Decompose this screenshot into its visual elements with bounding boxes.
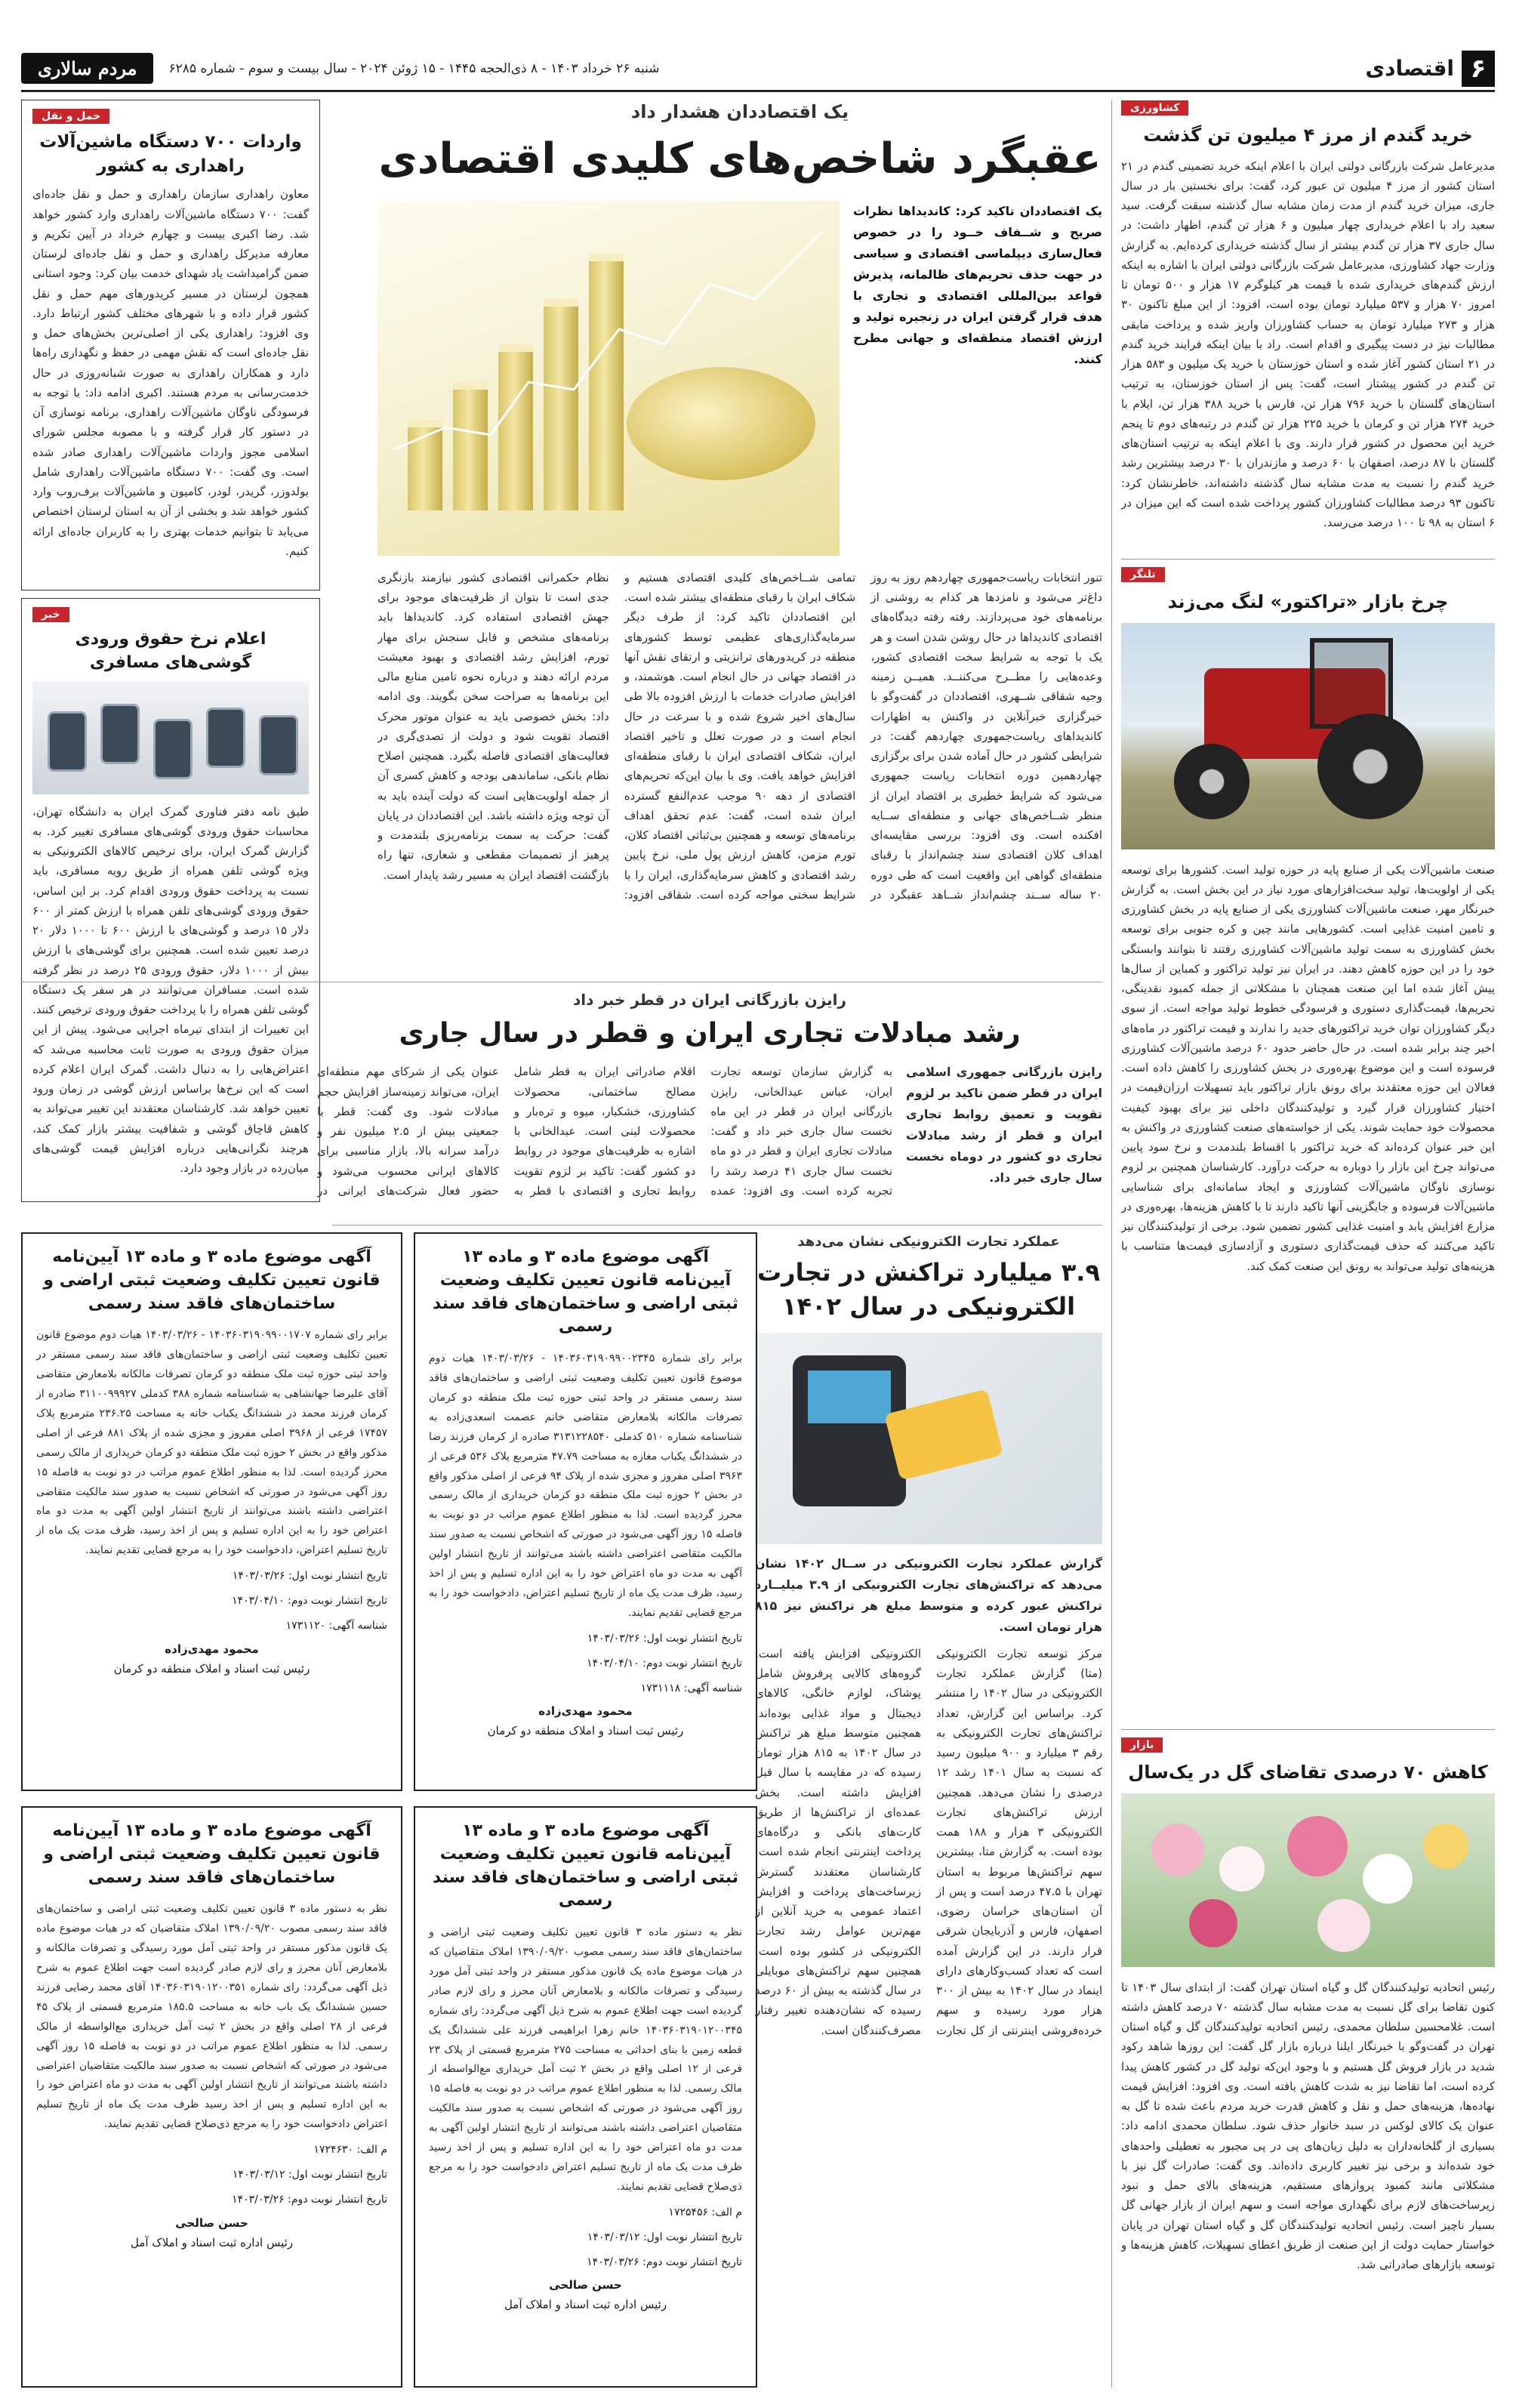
phones-kicker: خبر — [32, 607, 69, 622]
ad-date-1: تاریخ انتشار نوبت اول: ۱۴۰۳/۰۳/۲۶ — [232, 1570, 387, 1583]
phones-photo — [32, 681, 309, 794]
section-title: اقتصادی — [1365, 56, 1454, 81]
ad-date-1: تاریخ انتشار نوبت اول: ۱۴۰۳/۰۳/۱۲ — [232, 2169, 387, 2181]
ad-body: برابر رای شماره ۱۴۰۳۶۰۳۱۹۰۹۹۰۰۱۷۰۷ - ۱۴۰۳/۰۳/۲۶ هیات دوم موضوع قانون تعیین تکلیف وضعیت ثبتی اراضی و ساختمان‌های فاقد سند رسمی مستقر در واحد ثبتی حوزه ثبت ملک منطقه دو کرمان تصرفات مالکانه بلامعارض متقاضی آقای علیرضا جهانشاهی به شناسنامه شماره ۳۸۸ کدملی ۳۱۱۰۰۹۹۹۲۷ صادره از کرمان فرزند محمد در ششدانگ یکباب خانه به مساحت ۲۳۶.۲۵ مترمربع پلاک ۱۷۴۵۷ فرعی از ۳۹۶۸ اصلی مفروز و مجزی شده از پلاک ۸۸۱ فرعی از اصلی مذکور واقع در بخش ۲ حوزه ثبت ملک منطقه دو کرمان خریداری از مالک رسمی محرز گردیده است. لذا به منظور اطلاع عموم مراتب در دو نوبت به فاصله ۱۵ روز آگهی می‌شود در صورتی که اشخاص نسبت به صدور سند مالکیت متقاضی اعتراضی داشته باشند می‌توانند از تاریخ انتشار اولین آگهی به مدت دو ماه اعتراض خود را به این اداره تسلیم و پس از اخذ رسید، ظرف مدت یک ماه از تاریخ تسلیم اعتراض، دادخواست خود را به مرجع قضایی تقدیم نمایند. — [36, 1329, 388, 1557]
machinery-body: معاون راهداری سازمان راهداری و حمل و نقل جاده‌ای گفت: ۷۰۰ دستگاه ماشین‌آلات راهداری وارد کشور خواهد شد. رضا اکبری بیست و چهارم خرداد در آیین تکریم و معارفه مدیرکل راهداری و حمل و نقل جاده‌ای لرستان ضمن گرامیداشت یاد شهدای خدمت بیان کرد: وجود استانی همچون لرستان در مسیر کریدورهای مهم حمل و نقل کشور قرار داده و با شهرهای مختلف کشور ارتباط دارد. وی افزود: راهداری یکی از اصلی‌ترین بخش‌های حمل و نقل جاده‌ای است که نقش مهمی در حفظ و نگهداری راه‌ها دارد و همکاران راهداری به صورت شبانه‌روزی در حال خدمت‌رسانی به مردم هستند. اکبری ادامه داد: با توجه به فرسودگی ناوگان ماشین‌آلات راهداری، برنامه نوسازی آن در دستور کار قرار گرفته و با مصوبه مجلس شورای اسلامی مجوز واردات ماشین‌آلات راهداری صادر شده است. وی گفت: ۷۰۰ دستگاه ماشین‌آلات راهداری شامل بولدوزر، گریدر، لودر، کامیون و ماشین‌آلات برف‌روب وارد کشور خواهد شد و بخشی از آن به استان لرستان اختصاص می‌یابد تا بتوانیم خدمات بهتری را به کاربران جاده‌ای ارائه کنیم. — [32, 187, 309, 558]
ad-body: برابر رای شماره ۱۴۰۳۶۰۳۱۹۰۹۹۰۰۲۳۴۵ - ۱۴۰۳/۰۳/۲۶ هیات دوم موضوع قانون تعیین تکلیف وضعیت ثبتی اراضی و ساختمان‌های فاقد سند رسمی مستقر در واحد ثبتی حوزه ثبت ملک منطقه دو کرمان تصرفات مالکانه بلامعارض متقاضی خانم عصمت اسعدی‌زاده به شناسنامه شماره ۵۱۰ کدملی ۳۱۳۱۲۲۸۵۴۰ صادره از کرمان فرزند رضا در ششدانگ یکباب مغازه به مساحت ۴۷.۷۹ مترمربع پلاک ۵۳۶ فرعی از ۳۹۶۳ اصلی مفروز و مجزی شده از پلاک ۹۴ فرعی از اصلی مذکور واقع در بخش ۲ حوزه ثبت ملک منطقه دو کرمان خریداری از مالک رسمی محرز گردیده است. لذا به منظور اطلاع عموم مراتب در دو نوبت به فاصله ۱۵ روز آگهی می‌شود در صورتی که اشخاص نسبت به صدور سند مالکیت متقاضی اعتراضی داشته باشند می‌توانند از تاریخ انتشار اولین آگهی به مدت دو ماه اعتراض خود را به این اداره تسلیم و پس از اخذ رسید، ظرف مدت یک ماه از تاریخ تسلیم اعتراض، دادخواست خود را به مرجع قضایی تقدیم نمایند. — [429, 1352, 743, 1619]
tractor-rear-wheel — [1317, 714, 1423, 819]
wheat-kicker: کشاورزی — [1121, 100, 1188, 116]
lead-body: تنور انتخابات ریاست‌جمهوری چهاردهم روز به روز داغ‌تر می‌شود و نامزدها هر کدام به روشنی از برنامه‌های خود می‌پردازند. رفته رفته دیدگاه‌های اقتصادی کاندیداها در حال روشن شدن است و هر یک با توجه به شرایط سخت اقتصادی کشور، وعده‌هایی را مطــرح می‌کننــد. همیــن زمینه وجیه شقاقی شــهری، اقتصاددان در گفت‌وگو با خبرگزاری خبرآنلاین در واکنش به اظهارات کاندیداهای ریاست‌جمهوری چهاردهم گفت: در شرایطی کشور در حال آماده شدن برای برگزاری چهاردهمین دوره انتخابات ریاست جمهوری می‌شود که شرایط خطیری بر اقتصاد ایران از منظر شــاخص‌های جهانی و منطقه‌ای ســایه افکنده است. وی افزود: بررسی مقایسه‌ای اهداف کلان اقتصادی سند چشم‌انداز با رقبای منطقه‌ای گواهی این واقعیت است که طی دوره ۲۰ ساله ســند چشم‌انداز شــاهد عقبگرد در تمامی شــاخص‌های کلیدی اقتصادی هستیم و شکاف ایران با رقبای منطقه‌ای بیشتر شده است. این اقتصاددان تاکید کرد: از طرف دیگر سرمایه‌گذاری‌های عظیمی توسط کشورهای منطقه در کریدورهای ترانزیتی و ارتقای نقش آنها در اقتصاد جهانی در حال انجام است. هوشمند، و افزایش صادرات خدمات با ارزش افزوده بالا طی سال‌های اخیر شروع شده و با سرعت در حال انجام است و در صورت تعلل و تاخیر اقتصاد ایران، شکاف اقتصادی ایران با رقبای منطقه‌ای افزایش خواهد یافت. وی با بیان این‌که تحریم‌های اقتصادی از دهه ۹۰ موجب عدم‌النفع گسترده ایران شده است، گفت: عدم تحقق اهداف برنامه‌های توسعه و همچنین بی‌ثباتی اقتصاد کلان، تورم مزمن، کاهش ارزش پول ملی، نرخ پایین رشد اقتصادی و کاهش سرمایه‌گذاری، ایران را با شرایط سختی مواجه کرده است. شقاقی افزود: نظام حکمرانی اقتصادی کشور نیازمند بازنگری جدی است تا بتوان از ظرفیت‌های موجود برای جهش اقتصادی استفاده کرد. کاندیداها باید برنامه‌های مشخص و قابل سنجش برای مهار تورم، افزایش رشد اقتصادی و بهبود معیشت مردم ارائه دهند و درباره نحوه تامین منابع مالی این برنامه‌ها به صراحت سخن بگویند. وی ادامه داد: بخش خصوصی باید به عنوان موتور محرک اقتصاد تقویت شود و دولت از تصدی‌گری در فعالیت‌های اقتصادی فاصله بگیرد. همچنین اصلاح نظام بانکی، ساماندهی بودجه و کاهش کسری آن از جمله اولویت‌هایی است که دولت آینده باید به آن توجه ویژه داشته باشد. این اقتصاددان در پایان گفت: حرکت به سمت برنامه‌ریزی بلندمدت و پرهیز از تصمیمات مقطعی و شعاری، تنها راه بازگشت اقتصاد ایران به مسیر رشد پایدار است. — [377, 570, 1102, 902]
lead-article — [377, 100, 1102, 968]
legal-ad-2 — [414, 1806, 757, 2388]
flower-shape — [1151, 1824, 1204, 1876]
tractor-article — [1121, 566, 1495, 1722]
flowers-photo — [1121, 1793, 1495, 1967]
ad-title: آگهی موضوع ماده ۳ و ماده ۱۳ آیین‌نامه قانون تعیین تکلیف وضعیت ثبتی اراضی و ساختمان‌های فاقد سند رسمی — [432, 1247, 738, 1337]
wheat-title: خرید گندم از مرز ۴ میلیون تن گذشت — [1143, 125, 1473, 146]
flowers-title: کاهش ۷۰ درصدی تقاضای گل در یک‌سال — [1128, 1762, 1488, 1783]
flower-shape — [1423, 1824, 1468, 1869]
lead-intro: یک اقتصاددان تاکید کرد: کاندیداها نظرات صریح و شــفاف خــود را در خصوص فعال‌سازی دیپلماسی اقتصادی و سیاسی در جهت حذف تحریم‌های ظالمانه، پذیرش قواعد بین‌المللی اقتصادی و تجاری با هدف قرار گرفتن ایران در زنجیره تولید و ارزش اقتصاد منطقه‌ای و جهانی مطرح کنند. — [853, 203, 1102, 366]
ad-signer-title: رئیس ثبت اسناد و املاک منطقه دو کرمان — [487, 1724, 684, 1738]
flower-shape — [1189, 1899, 1237, 1947]
ad-date-2: تاریخ انتشار نوبت دوم: ۱۴۰۳/۰۳/۲۶ — [232, 2194, 387, 2206]
ad-code: شناسه آگهی: ۱۷۳۱۱۲۰ — [285, 1620, 387, 1633]
tractor-title: چرخ بازار «تراکتور» لنگ می‌زند — [1167, 591, 1449, 612]
phone-shape — [48, 711, 87, 772]
ad-title: آگهی موضوع ماده ۳ و ماده ۱۳ آیین‌نامه قانون تعیین تکلیف وضعیت ثبتی اراضی و ساختمان‌های فاقد سند رسمی — [432, 1821, 738, 1910]
trade-kicker: رایزن بازرگانی ایران در قطر خبر داد — [572, 991, 847, 1009]
flower-shape — [1219, 1846, 1265, 1892]
divider — [1121, 559, 1495, 560]
tractor-body: صنعت ماشین‌آلات یکی از صنایع پایه در حوزه تولید است. کشورها برای توسعه یکی از اولویت‌ها، تولید سخت‌افزارهای مورد نیاز در این بخش است. به گزارش خبرنگار مهر، صنعت ماشین‌آلات کشاورزی یکی از صنایع پایه در بخش کشاورزی و تامین امنیت غذایی است. کشورهایی مانند چین و کره جنوبی برای توسعه بخش کشاورزی به سمت تولید ماشین‌آلات کشاورزی رفتند تا بتوانند وابستگی خود را در این حوزه کاهش دهند. در ایران نیز تولید تراکتور و کمباین از سال‌ها پیش آغاز شده اما این صنعت همچنان با مشکلاتی از جمله کمبود نقدینگی، تحریم‌ها، قیمت‌گذاری دستوری و فرسودگی خطوط تولید مواجه است. از سوی دیگر کشاورزان توان خرید تراکتورهای جدید را ندارند و قیمت تراکتور در ماه‌های اخیر چند برابر شده است. در حال حاضر حدود ۶۰ درصد ماشین‌آلات کشاورزی فرسوده است و این موضوع بهره‌وری در بخش کشاورزی را کاهش داده است. فعالان این حوزه معتقدند برای رونق بازار تراکتور باید تسهیلات ارزان‌قیمت در اختیار کشاورزان قرار گیرد و تولیدکنندگان داخلی نیز برای بهبود کیفیت محصولات خود حمایت شوند. یکی از خواسته‌های صنعت کشاورزی در واکنش به این خبر عنوان کرده‌اند که خرید تراکتور با اقساط بلندمدت و نرخ سود پایین می‌تواند چرخ این بازار را دوباره به حرکت درآورد. کارشناسان همچنین بر لزوم نوسازی ناوگان ماشین‌آلات کشاورزی و ایجاد سامانه‌ای برای شناسایی ماشین‌آلات فرسوده و جایگزینی آنها تاکید دارند تا با کاهش هزینه‌ها، بهره‌وری در مزارع افزایش یابد و امنیت غذایی کشور تضمین شود. برخی از تولیدکنندگان نیز تاکید می‌کنند که حذف قیمت‌گذاری دستوری و آزادسازی قیمت‌ها متناسب با هزینه‌های تولید می‌تواند به رونق این صنعت کمک کند. — [1121, 862, 1495, 1273]
ad-title: آگهی موضوع ماده ۳ و ماده ۱۳ آیین‌نامه قانون تعیین تکلیف وضعیت ثبتی اراضی و ساختمان‌های فاقد سند رسمی — [43, 1821, 381, 1887]
ad-date-2: تاریخ انتشار نوبت دوم: ۱۴۰۳/۰۴/۱۰ — [587, 1657, 742, 1670]
trade-lead: رایزن بازرگانی جمهوری اسلامی ایران در قطر ضمن تاکید بر لزوم تقویت و تعمیق روابط تجاری ایران و قطر از رشد مبادلات تجاری دو کشور در دوماه نخست سال جاری خبر داد. — [906, 1065, 1102, 1186]
tractor-kicker: تلنگر — [1121, 567, 1165, 582]
divider — [332, 1225, 1102, 1226]
ad-signer: محمود مهدی‌زاده — [165, 1642, 259, 1656]
divider — [1121, 1729, 1495, 1730]
trade-title: رشد مبادلات تجاری ایران و قطر در سال جاری — [399, 1018, 1021, 1049]
trade-article — [317, 989, 1102, 1216]
phones-article — [21, 598, 320, 1202]
flowers-kicker: بازار — [1121, 1737, 1163, 1753]
ad-code: شناسه آگهی: ۱۷۳۱۱۱۸ — [640, 1682, 742, 1695]
phones-title: اعلام نرخ حقوق ورودی گوشی‌های مسافری — [75, 630, 267, 672]
lead-top — [377, 201, 1102, 556]
ad-signer: محمود مهدی‌زاده — [538, 1704, 633, 1719]
phones-head — [32, 628, 309, 675]
legal-ad-1 — [414, 1232, 757, 1791]
masthead — [21, 47, 1495, 92]
dateline: شنبه ۲۶ خرداد ۱۴۰۳ - ۸ ذی‌الحجه ۱۴۴۵ - ۱۵ ژوئن ۲۰۲۴ - سال بیست و سوم - شماره ۶۲۸۵ — [168, 60, 660, 76]
ad-body: نظر به دستور ماده ۳ قانون تعیین تکلیف وضعیت ثبتی اراضی و ساختمان‌های فاقد سند رسمی مصوب ۱۳۹۰/۰۹/۲۰ املاک متقاضیان که در هیات موضوع ماده یک قانون مذکور مستقر در واحد ثبتی آمل مورد رسیدگی و تصرفات مالکانه و بلامعارض آنان محرز و رای لازم صادر گردیده است جهت اطلاع عموم به شرح ذیل آگهی می‌گردد: رای شماره ۱۴۰۳۶۰۳۱۹۰۱۲۰۰۳۵۱ آقای محمد رضایی فرزند حسین ششدانگ یک باب خانه به مساحت ۱۸۵.۵ مترمربع قسمتی از پلاک ۴۵ فرعی از ۲۸ اصلی واقع در بخش ۲ ثبت آمل خریداری مع‌الواسطه از مالک رسمی. لذا به منظور اطلاع عموم مراتب در دو نوبت به فاصله ۱۵ روز آگهی می‌شود در صورتی که اشخاص نسبت به صدور سند مالکیت متقاضیان اعتراضی داشته باشند می‌توانند از تاریخ انتشار اولین آگهی به مدت دو ماه اعتراض خود را به این اداره تسلیم و پس از اخذ رسید ظرف مدت یک ماه از تاریخ تسلیم اعتراض دادخواست خود را به مرجع ذی‌صلاح قضایی تقدیم نمایند. — [36, 1903, 388, 2131]
flower-shape — [1317, 1899, 1370, 1952]
ad-signer: حسن صالحی — [175, 2215, 248, 2230]
ecommerce-kicker: عملکرد تجارت الکترونیکی نشان می‌دهد — [797, 1234, 1060, 1250]
lead-illustration — [377, 201, 840, 556]
phone-shape — [153, 719, 193, 779]
masthead-info — [21, 53, 659, 84]
legal-ad-3 — [21, 1806, 402, 2388]
wheat-body: مدیرعامل شرکت بازرگانی دولتی ایران با اعلام اینکه خرید تضمینی گندم در ۲۱ استان کشور از مرز ۴ میلیون تن عبور کرد، گفت: برای نخستین بار در سال جاری، میزان خرید گندم از مدت زمان مشابه سال گذشته سبقت گرفت. سید سعید راد با اعلام خریداری چهار میلیون و ۶ هزار تن گندم، اظهار داشت: در سال جاری ۳۷ هزار تن گندم بیشتر از سال گذشته خریداری کرده‌ایم. به گزارش وزارت جهاد کشاورزی، مدیرعامل شرکت بازرگانی دولتی ایران با اشاره به اینکه ارزش گندم‌های خریداری شده با قیمت هر کیلوگرم ۱۷ هزار و ۵۰۰ تومان تا امروز ۷۰ هزار و ۵۳۷ میلیارد تومان بوده است، افزود: از این مبلغ تاکنون ۳۰ هزار و ۲۷۳ میلیارد تومان به حساب کشاورزان واریز شده و پرداخت مابقی مطالبات نیز در دست پیگیری و اقدام است. راد با بیان اینکه فرایند خرید گندم در ۲۱ استان کشور آغاز شده و استان خوزستان با خرید یک میلیون و ۵۸۳ هزار تن گندم در کشور پیشتاز است، گفت: پس از استان خوزستان، به ترتیب استان‌های گلستان با خرید ۷۹۶ هزار تن، فارس با خرید ۳۸۸ هزار تن، ایلام با خرید ۲۷۴ هزار تن و کرمان با خرید ۲۲۵ هزار تن گندم در رتبه‌های دوم تا پنجم خرید این محصول در کشور قرار دارند. وی با اعلام اینکه به ترتیب استان‌های گلستان با ۸۷ درصد، اصفهان با ۶۰ درصد و مازندران با ۳۰ درصد بیشترین رشد خرید گندم را نسبت به مدت مشابه سال گذشته داشته‌اند، خاطرنشان کرد: تاکنون ۹۳ درصد مطالبات کشاورزان کشور پرداخت شده است که این میزان در ۶ استان به ۹۸ تا ۱۰۰ درصد می‌رسد. — [1121, 159, 1495, 530]
phone-shape — [100, 704, 140, 764]
ad-date-1: تاریخ انتشار نوبت اول: ۱۴۰۳/۰۳/۱۲ — [587, 2231, 742, 2243]
ad-signer-title: رئیس اداره ثبت اسناد و املاک آمل — [130, 2235, 294, 2249]
ad-date-1: تاریخ انتشار نوبت اول: ۱۴۰۳/۰۳/۲۶ — [587, 1632, 742, 1645]
phone-shape — [206, 708, 245, 768]
flower-shape — [1287, 1816, 1348, 1876]
pos-screen-shape — [808, 1370, 891, 1423]
ad-date-2: تاریخ انتشار نوبت دوم: ۱۴۰۳/۰۴/۱۰ — [232, 1595, 387, 1608]
ecommerce-title: ۳.۹ میلیارد تراکنش در تجارت الکترونیکی در سال ۱۴۰۲ — [757, 1258, 1100, 1321]
legal-ad-0 — [21, 1232, 402, 1791]
trade-body: به گزارش سازمان توسعه تجارت ایران، عباس عبدالخانی، رایزن بازرگانی ایران در قطر در این ماه نخست سال جاری خبر داد و گفت: مبادلات تجاری ایران و قطر در دو ماه نخست سال جاری ۴۱ درصد رشد را تجربه کرده است. وی افزود: عمده اقلام صادراتی ایران به قطر شامل مصالح ساختمانی، محصولات کشاورزی، خشکبار، میوه و تره‌بار و محصولات لبنی است. عبدالخانی با اشاره به ظرفیت‌های موجود در روابط دو کشور گفت: تاکید بر لزوم تقویت روابط تجاری و اقتصادی با قطر به عنوان یکی از شرکای مهم منطقه‌ای ایران، می‌تواند زمینه‌ساز افزایش حجم مبادلات شود. وی گفت: قطر با جمعیتی بیش از ۲.۵ میلیون نفر و درآمد سرانه بالا، بازار مناسبی برای کالاهای ایرانی محسوب می‌شود و حضور فعال شرکت‌های ایرانی در — [317, 1065, 893, 1198]
phones-body: طبق نامه دفتر فناوری گمرک ایران به دانشگاه تهران، محاسبات حقوق ورودی گوشی‌های مسافری تغییر کرد. به گزارش گمرک ایران، برای ترخیص کالاهای الکترونیکی به ویژه گوشی تلفن همراه از طریق رویه مسافری، باید نسبت به پرداخت حقوق ورودی اقدام کرد. بر این اساس، حقوق ورودی گوشی‌های تلفن همراه با ارزش کمتر از ۶۰۰ دلار ۱۵ درصد و گوشی‌های با ارزش ۶۰۰ تا ۱۰۰۰ دلار ۲۰ درصد تعیین شده است. همچنین برای گوشی‌های با ارزش بیش از ۱۰۰۰ دلار، حقوق ورودی ۲۵ درصد در نظر گرفته شده است. مسافران می‌توانند در هر سفر یک دستگاه گوشی تلفن همراه را با پرداخت حقوق ورودی ترخیص کنند. این تغییرات از ابتدای تیرماه اجرایی می‌شود. پیش از این میزان حقوق ورودی به صورت ثابت محاسبه می‌شد که اعتراض‌هایی را به دنبال داشت. گمرک ایران اعلام کرده است که این نرخ‌ها براساس ارزش گوشی در زمان ورود تعیین خواهد شد. کارشناسان معتقدند این تغییر می‌تواند به کاهش قاچاق گوشی و شفافیت بیشتر بازار کمک کند، هرچند نگرانی‌هایی درباره افزایش قیمت گوشی‌های میان‌رده در بازار وجود دارد. — [32, 804, 310, 1176]
ad-title: آگهی موضوع ماده ۳ و ماده ۱۳ آیین‌نامه قانون تعیین تکلیف وضعیت ثبتی اراضی و ساختمان‌های فاقد سند رسمی — [43, 1247, 381, 1313]
ad-code: م الف: ۱۷۲۴۶۳۰ — [313, 2144, 387, 2157]
ad-date-2: تاریخ انتشار نوبت دوم: ۱۴۰۳/۰۳/۲۶ — [587, 2256, 742, 2269]
tractor-photo — [1121, 623, 1495, 849]
tractor-front-wheel — [1174, 744, 1249, 819]
ecommerce-lead: گزارش عملکرد تجارت الکترونیکی در ســال ۱۴۰۲ نشان می‌دهد که تراکنش‌های تجارت الکترونیکی از ۳.۹ میلیــارد تراکنش عبور کرده و متوسط مبلغ هر تراکنش نیز ۸۱۵ هزار تومان است. — [755, 1555, 1102, 1634]
ad-code: م الف: ۱۷۲۵۴۵۶ — [668, 2206, 742, 2218]
machinery-kicker: حمل و نقل — [32, 109, 109, 124]
flower-shape — [1363, 1854, 1413, 1904]
machinery-article — [21, 100, 320, 590]
page-number: ۶ — [1462, 51, 1495, 87]
section-header — [1366, 51, 1496, 87]
machinery-title: واردات ۷۰۰ دستگاه ماشین‌آلات راهداری به کشور — [39, 132, 302, 177]
ad-signer-title: رئیس اداره ثبت اسناد و املاک آمل — [504, 2298, 667, 2312]
ad-body: نظر به دستور ماده ۳ قانون تعیین تکلیف وضعیت ثبتی اراضی و ساختمان‌های فاقد سند رسمی مصوب ۱۳۹۰/۰۹/۲۰ املاک متقاضیان که در هیات موضوع ماده یک قانون مذکور مستقر در واحد ثبتی آمل مورد رسیدگی و تصرفات مالکانه و بلامعارض آنان محرز و رای لازم صادر گردیده است جهت اطلاع عموم به شرح ذیل آگهی می‌گردد: رای شماره ۱۴۰۳۶۰۳۱۹۰۱۲۰۰۳۴۵ خانم زهرا ابراهیمی فرزند علی ششدانگ یک قطعه زمین با بنای احداثی به مساحت ۲۷۵ مترمربع قسمتی از پلاک ۲۳ فرعی از ۱۲ اصلی واقع در بخش ۲ ثبت آمل خریداری مع‌الواسطه از مالک رسمی. لذا به منظور اطلاع عموم مراتب در دو نوبت به فاصله ۱۵ روز آگهی می‌شود در صورتی که اشخاص نسبت به صدور سند مالکیت متقاضیان اعتراضی داشته باشند می‌توانند از تاریخ انتشار اولین آگهی به مدت دو ماه اعتراض خود را به این اداره تسلیم و پس از اخذ رسید ظرف مدت یک ماه از تاریخ تسلیم اعتراض دادخواست خود را به مرجع ذی‌صلاح قضایی تقدیم نمایند. — [429, 1926, 742, 2193]
trade-content — [317, 1062, 1102, 1205]
illustration-trendline — [377, 201, 840, 556]
lead-title: عقبگرد شاخص‌های کلیدی اقتصادی — [378, 134, 1102, 183]
wheat-article — [1121, 100, 1495, 553]
flowers-article — [1121, 1737, 1495, 2386]
ad-signer: حسن صالحی — [549, 2278, 622, 2292]
ad-signer-title: رئیس ثبت اسناد و املاک منطقه دو کرمان — [113, 1661, 310, 1676]
flowers-body: رئیس اتحادیه تولیدکنندگان گل و گیاه استان تهران گفت: از ابتدای سال ۱۴۰۳ تا کنون تقاضا برای گل نسبت به مدت مشابه سال گذشته ۷۰ درصد کاهش داشته است. غلامحسین سلطان محمدی، رئیس اتحادیه تولیدکنندگان گل و گیاه استان تهران در گفت‌وگو با خبرنگار ایلنا درباره بازار گل گفت: این روزها شاهد رکود شدید در بازار فروش گل هستیم و با وجود این‌که تولید گل در کشور کاهش پیدا کرده است، اما تقاضا نیز به شدت کاهش یافته است. وی افزود: افزایش قیمت نهاده‌ها، هزینه‌های حمل و نقل و کاهش قدرت خرید مردم باعث شده تا گل به عنوان یک کالای لوکس در سبد خانوار حذف شود. سلطان محمدی ادامه داد: بسیاری از گلخانه‌داران به دلیل زیان‌های پی در پی مجبور به تعطیلی واحدهای خود شده‌اند و برخی نیز تغییر کاربری داده‌اند. وی گفت: صادرات گل نیز با مشکلاتی مانند کمبود پروازهای مستقیم، هزینه‌های بالای حمل و نبود زیرساخت‌های لازم برای نگهداری مواجه است و سهم ایران از بازار جهانی گل بسیار ناچیز است. رئیس اتحادیه تولیدکنندگان گل و گیاه استان تهران در پایان خواستار حمایت دولت از این صنعت از طریق اعطای تسهیلات، کاهش هزینه‌ها و توسعه بازارهای صادراتی شد. — [1121, 1980, 1495, 2272]
ecommerce-body: مرکز توسعه تجارت الکترونیکی (متا) گزارش عملکرد تجارت الکترونیکی در سال ۱۴۰۲ را منتشر کرد. براساس این گزارش، تعداد تراکنش‌های تجارت الکترونیکی به رقم ۳ میلیارد و ۹۰۰ میلیون رسید که نسبت به سال ۱۴۰۱ رشد ۱۲ درصدی را نشان می‌دهد. همچنین ارزش تراکنش‌های تجارت الکترونیکی ۳ هزار و ۱۸۸ همت بوده است. به گزارش متا، بیشترین سهم تراکنش‌ها مربوط به استان تهران با ۴۷.۵ درصد است و پس از آن استان‌های خراسان رضوی، اصفهان، فارس و آذربایجان شرقی قرار دارند. در این گزارش آمده است که تعداد کسب‌وکارهای دارای اینماد در سال ۱۴۰۲ به بیش از ۳۰۰ هزار مورد رسیده و سهم خرده‌فروشی اینترنتی از کل تجارت الکترونیکی افزایش یافته است. گروه‌های کالایی پرفروش شامل پوشاک، لوازم خانگی، کالاهای دیجیتال و مواد غذایی بوده‌اند. همچنین متوسط مبلغ هر تراکنش در سال ۱۴۰۲ به ۸۱۵ هزار تومان رسیده که در مقایسه با سال قبل افزایش داشته است. بخش عمده‌ای از تراکنش‌ها از طریق کارت‌های بانکی و درگاه‌های پرداخت اینترنتی انجام شده است. کارشناسان معتقدند گسترش زیرساخت‌های پرداخت و افزایش اعتماد عمومی به خرید آنلاین از مهم‌ترین عوامل رشد تجارت الکترونیکی در کشور بوده است. همچنین سهم تراکنش‌های موبایلی در سال گذشته به بیش از ۶۰ درصد رسیده که نشان‌دهنده تغییر رفتار مصرف‌کنندگان است. — [755, 1646, 1102, 2037]
column-divider — [1111, 100, 1112, 2388]
ecommerce-photo — [755, 1333, 1102, 1544]
phone-shape — [259, 715, 298, 775]
lead-kicker: یک اقتصاددان هشدار داد — [630, 101, 849, 122]
ecommerce-article — [755, 1232, 1102, 2388]
newspaper-logo: مردم سالاری — [21, 53, 153, 84]
lead-intro-col — [853, 201, 1102, 556]
